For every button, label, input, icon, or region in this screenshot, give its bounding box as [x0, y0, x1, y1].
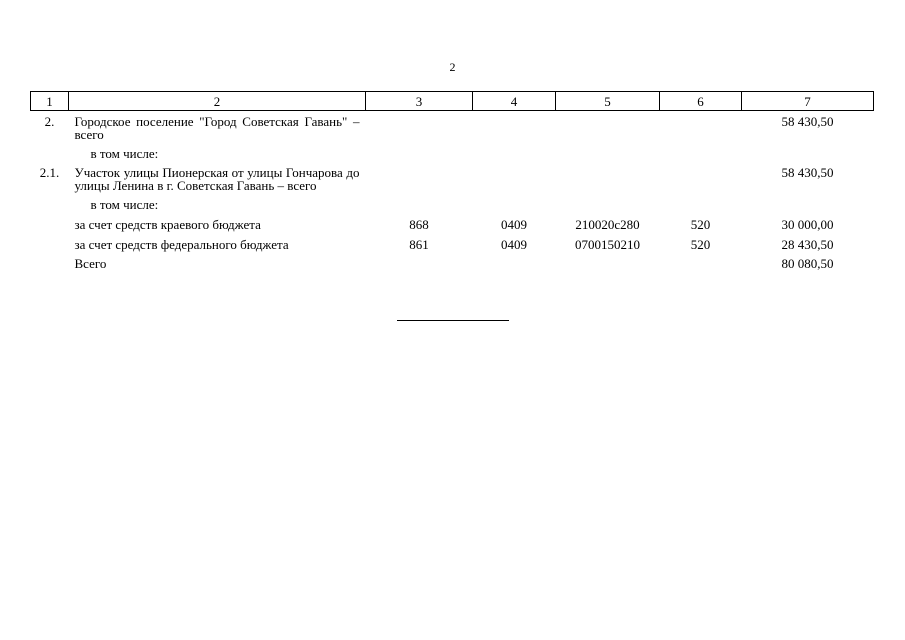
row-c4: 0409	[501, 217, 527, 232]
row-c6	[660, 251, 742, 270]
column-header: 1	[31, 92, 69, 111]
row-name: за счет средств федерального бюджета	[74, 237, 289, 252]
row-number	[31, 211, 69, 231]
column-header: 3	[366, 92, 473, 111]
row-c5: 0700150210	[575, 237, 640, 252]
row-number: 2.	[44, 114, 55, 129]
row-amount	[742, 141, 874, 160]
page-number: 2	[449, 60, 456, 74]
row-c3	[366, 111, 473, 142]
row-name: Городское поселение "Город Советская Гавань" – всего	[74, 114, 360, 142]
column-header: 2	[69, 92, 366, 111]
row-name: Участок улицы Пионерская от улицы Гончарова до улицы Ленина в г. Советская Гавань – всего	[74, 165, 360, 193]
row-name: за счет средств краевого бюджета	[74, 217, 261, 232]
column-header: 5	[556, 92, 660, 111]
row-c5	[556, 251, 660, 270]
table-row	[31, 160, 874, 192]
column-header: 7	[742, 92, 874, 111]
table-row	[31, 192, 874, 211]
table-row	[31, 111, 874, 142]
row-c6	[660, 160, 742, 192]
row-c4	[473, 192, 556, 211]
row-c5	[556, 141, 660, 160]
row-c3	[366, 251, 473, 270]
row-amount: 28 430,50	[781, 237, 834, 252]
row-c5	[556, 111, 660, 142]
row-c6	[660, 141, 742, 160]
row-c6	[660, 111, 742, 142]
row-c4: 0409	[501, 237, 527, 252]
row-c4	[473, 141, 556, 160]
row-c3	[366, 160, 473, 192]
row-number	[31, 251, 69, 270]
row-c3	[366, 192, 473, 211]
row-name: в том числе:	[90, 146, 159, 161]
row-c6: 520	[690, 237, 711, 252]
row-c6	[660, 192, 742, 211]
row-c4	[473, 111, 556, 142]
row-c5: 210020с280	[575, 217, 640, 232]
row-c4	[473, 251, 556, 270]
row-name: Всего	[74, 256, 107, 271]
row-number	[31, 192, 69, 211]
row-c3: 868	[409, 217, 429, 232]
end-separator-line	[397, 320, 509, 321]
row-c6: 520	[690, 217, 711, 232]
table-row	[31, 231, 874, 251]
row-amount: 30 000,00	[781, 217, 834, 232]
table-row-total	[31, 251, 874, 270]
row-c3: 861	[409, 237, 429, 252]
row-amount: 58 430,50	[781, 165, 834, 180]
budget-table	[30, 91, 874, 270]
table-row	[31, 141, 874, 160]
row-amount: 58 430,50	[781, 114, 834, 129]
row-amount	[742, 192, 874, 211]
row-c5	[556, 160, 660, 192]
row-amount: 80 080,50	[781, 256, 834, 271]
column-header: 4	[473, 92, 556, 111]
table-header-row	[31, 92, 874, 111]
row-number	[31, 231, 69, 251]
row-name: в том числе:	[90, 197, 159, 212]
row-c4	[473, 160, 556, 192]
table-row	[31, 211, 874, 231]
row-c3	[366, 141, 473, 160]
column-header: 6	[660, 92, 742, 111]
row-c5	[556, 192, 660, 211]
row-number	[31, 141, 69, 160]
row-number: 2.1.	[39, 165, 60, 180]
